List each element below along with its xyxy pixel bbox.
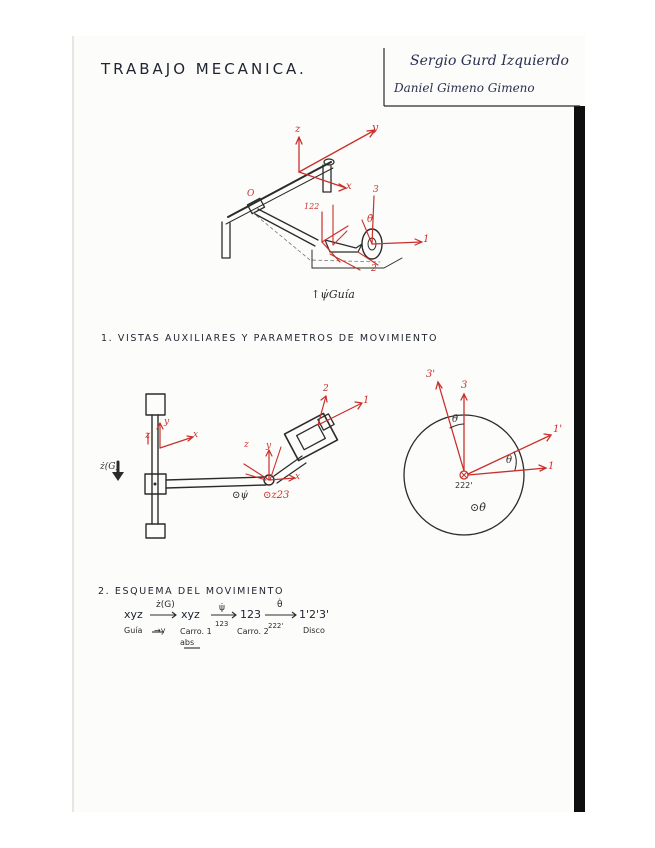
fig1-label-o: O — [247, 189, 255, 199]
fig2-guide-velocity-label: ż(G) — [100, 462, 119, 472]
author-2: Daniel Gimeno Gimeno — [394, 81, 535, 95]
fig3-theta-rate: ⊙θ̇ — [470, 501, 486, 514]
fig3-label-theta-top: θ — [452, 414, 459, 425]
page-title: TRABAJO MECANICA. — [101, 60, 307, 78]
fig3-label-3: 3 — [461, 380, 468, 391]
fig2-z23-rate: ⊙z23 — [263, 490, 290, 501]
scheme-step-3-under: 222' — [268, 622, 284, 630]
fig3-label-3prime: 3' — [426, 369, 436, 380]
fig2-psi-rate: ⊙ψ̇ — [232, 490, 249, 501]
scheme-frame-carro1-sub: Carro. 1 abs — [180, 627, 212, 647]
fig1-label-1: 1 — [423, 234, 430, 245]
fig3-center-label: 222' — [455, 481, 473, 490]
fig1-label-2: 2 — [371, 264, 377, 274]
fig2-label-y: y — [164, 417, 170, 427]
scheme-step-1-under: →y — [154, 626, 166, 635]
author-1: Sergio Gurd Izquierdo — [410, 53, 569, 69]
scheme-frame-carro2: 123 — [240, 608, 261, 621]
section-1-title: 1. VISTAS AUXILIARES Y PARAMETROS DE MOVIMIENTO — [101, 333, 439, 344]
right-scan-shadow — [574, 106, 585, 812]
scheme-frame-disk: 1'2'3' — [299, 608, 330, 621]
scheme-frame-guide-sub: Guía — [124, 626, 143, 635]
fig1-label-y: y — [372, 121, 379, 134]
scheme-step-2-over: ψ̇ — [219, 603, 225, 613]
fig1-label-theta: θ̇ — [367, 214, 374, 225]
fig3-label-1prime: 1' — [553, 424, 563, 435]
scheme-step-1-over: ż(G) — [156, 600, 175, 610]
fig2-joint-label-z: z — [244, 440, 249, 450]
scheme-frame-carro1: xyz — [181, 608, 200, 621]
fig2-label-1: 1 — [363, 395, 370, 406]
fig2-joint-label-x: x — [295, 472, 301, 482]
fig2-label-x: x — [193, 430, 199, 440]
scheme-frame-disk-sub: Disco — [303, 626, 325, 635]
fig1-label-zz: 122 — [304, 202, 320, 211]
scheme-step-2-under: 123 — [215, 620, 229, 628]
fig1-guide-rate: ↑ψ̇Guía — [311, 288, 355, 301]
fig1-label-z: z — [295, 124, 301, 135]
fig1-label-3: 3 — [373, 185, 379, 195]
fig3-label-1: 1 — [548, 461, 555, 472]
fig1-label-x: x — [346, 181, 352, 192]
fig2-label-2: 2 — [323, 384, 329, 394]
fig2-joint-label-y: y — [266, 441, 272, 451]
section-2-title: 2. ESQUEMA DEL MOVIMIENTO — [98, 586, 285, 597]
fig3-label-theta-right: θ — [506, 455, 513, 466]
scheme-frame-carro2-sub: Carro. 2 — [237, 627, 269, 636]
scheme-step-3-over: θ̇ — [277, 600, 283, 610]
fig2-label-z: z — [145, 430, 151, 441]
scheme-frame-guide: xyz — [124, 608, 143, 621]
